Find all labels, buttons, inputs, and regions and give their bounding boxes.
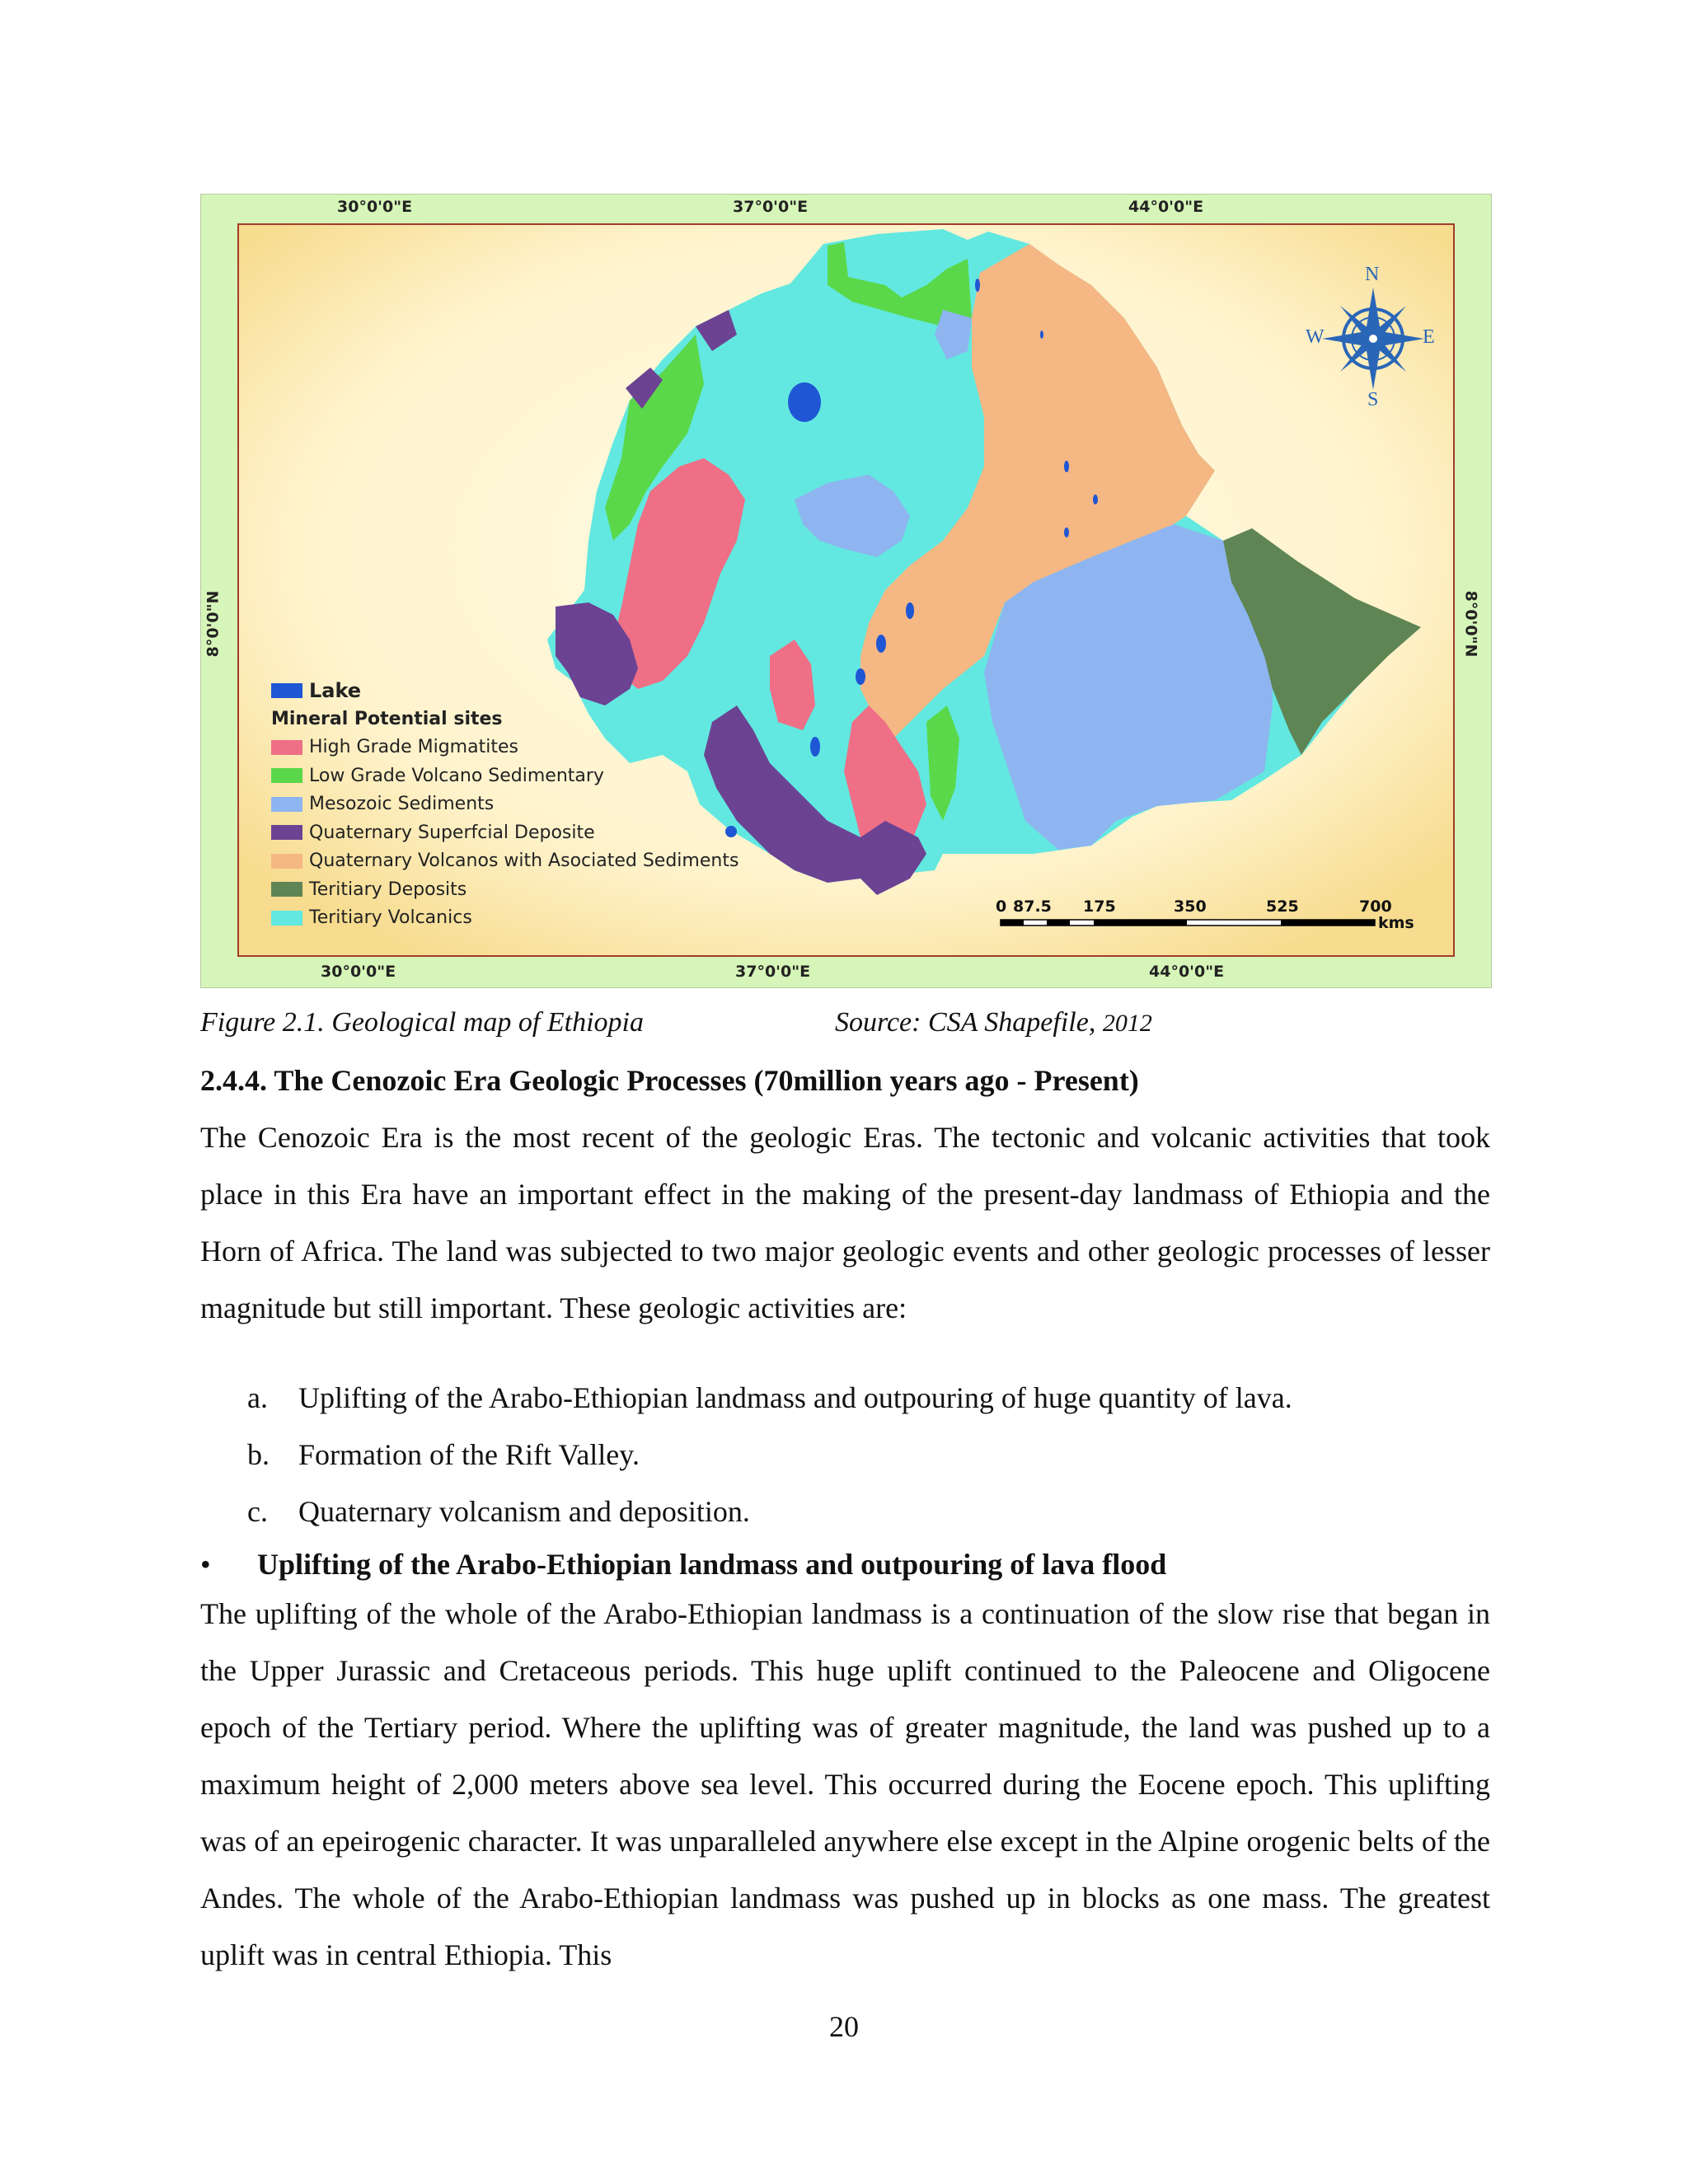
list-item-text: Formation of the Rift Valley. xyxy=(298,1438,640,1471)
legend-section-title: Mineral Potential sites xyxy=(271,709,503,729)
legend-item-label: Mesozoic Sediments xyxy=(309,794,495,815)
legend-item-label: Teritiary Deposits xyxy=(309,879,467,900)
legend-item xyxy=(271,762,738,790)
list-item xyxy=(247,1370,1292,1427)
geological-map-figure xyxy=(200,194,1492,988)
scale-bar xyxy=(1001,920,1375,926)
scale-tick-700: 700 xyxy=(1359,898,1392,916)
legend-item-label: Low Grade Volcano Sedimentary xyxy=(309,765,604,786)
legend-item-label: High Grade Migmatites xyxy=(309,737,518,758)
lake-north-2 xyxy=(1040,330,1043,339)
figure-source-label: Source: CSA Shapefile, xyxy=(835,1007,1096,1038)
compass-south-label: S xyxy=(1367,389,1379,410)
intro-paragraph: The Cenozoic Era is the most recent of the geologic Eras. The tectonic and volcanic activities that took place in this Era have an important effect in the making of the present-day landmass of Ethiopia and the Horn of Africa. The land was subjected to two major geologic events and other geologic processes of lesser magnitude but still important. These geologic activities are: xyxy=(200,1121,1490,1324)
legend-item xyxy=(271,818,738,847)
legend-item-label: Teritiary Volcanics xyxy=(309,907,472,929)
bottom-longitude-label-1: 30°0'0"E xyxy=(321,963,396,981)
bullet-marker: • xyxy=(200,1548,211,1581)
legend-swatch xyxy=(271,768,302,783)
top-longitude-label-3: 44°0'0"E xyxy=(1128,198,1204,216)
bottom-longitude-label-2: 37°0'0"E xyxy=(735,963,811,981)
right-latitude-label: 8°0'0"N xyxy=(1461,590,1480,658)
compass-west-label: W xyxy=(1306,326,1325,348)
legend-item xyxy=(271,904,738,933)
legend-swatch xyxy=(271,882,302,897)
legend-item-label: Quaternary Volcanos with Asociated Sediments xyxy=(309,851,739,872)
scale-tick-175: 175 xyxy=(1083,898,1116,916)
lake-rift-1 xyxy=(906,602,914,619)
list-item-text: Quaternary volcanism and deposition. xyxy=(298,1495,750,1528)
legend-swatch xyxy=(271,825,302,840)
lake-tana xyxy=(788,382,821,422)
legend-swatch xyxy=(271,740,302,755)
lake-rift-2 xyxy=(876,635,886,653)
activities-list xyxy=(247,1370,1292,1540)
lake-afar-3 xyxy=(1064,527,1069,537)
scale-tick-87-5: 87.5 xyxy=(1013,898,1052,916)
figure-source xyxy=(835,1007,1152,1038)
figure-source-year: 2012 xyxy=(1102,1010,1152,1037)
lake-afar-2 xyxy=(1093,494,1098,504)
list-item xyxy=(247,1483,1292,1540)
list-item-text: Uplifting of the Arabo-Ethiopian landmass and outpouring of huge quantity of lava. xyxy=(298,1381,1292,1414)
legend-item xyxy=(271,847,738,876)
section-heading: 2.4.4. The Cenozoic Era Geologic Processes (70million years ago - Present) xyxy=(200,1064,1139,1097)
legend-swatch xyxy=(271,797,302,812)
body-paragraph: The uplifting of the whole of the Arabo-Ethiopian landmass is a continuation of the slow rise that began in the Upper Jurassic and Cretaceous periods. This huge uplift continued to the Paleocene and Oligocene epoch of the Tertiary period. Where the uplifting was of greater magnitude, the land was pushed up to a maximum height of 2,000 meters above sea level. This occurred during the Eocene epoch. This uplifting was of an epeirogenic character. It was unparalleled anywhere else except in the Alpine orogenic belts of the Andes. The whole of the Arabo-Ethiopian landmass was pushed up in blocks as one mass. The greatest uplift was in central Ethiopia. This xyxy=(200,1597,1490,1971)
legend-swatch xyxy=(271,854,302,869)
lake-rift-3 xyxy=(856,668,865,685)
compass-east-label: E xyxy=(1423,326,1435,348)
legend-lake xyxy=(271,677,738,705)
page-number: 20 xyxy=(829,2010,859,2043)
list-marker: c. xyxy=(247,1495,268,1528)
compass-north-label: N xyxy=(1365,264,1380,285)
list-item xyxy=(247,1427,1292,1483)
legend-item xyxy=(271,875,738,904)
map-legend xyxy=(271,677,738,932)
figure-caption: Figure 2.1. Geological map of Ethiopia xyxy=(200,1007,644,1038)
lake-afar-1 xyxy=(1064,461,1069,472)
bullet-subheading-text: Uplifting of the Arabo-Ethiopian landmass and outpouring of lava flood xyxy=(257,1548,1167,1581)
scale-tick-350: 350 xyxy=(1174,898,1207,916)
legend-item-label: Quaternary Superfcial Deposite xyxy=(309,822,595,843)
list-marker: b. xyxy=(247,1438,270,1471)
lake-north-1 xyxy=(975,279,980,292)
bullet-subheading xyxy=(200,1547,1166,1582)
scale-tick-525: 525 xyxy=(1266,898,1299,916)
legend-swatch-lake xyxy=(271,683,302,698)
scale-tick-0: 0 xyxy=(996,898,1007,916)
legend-swatch xyxy=(271,911,302,926)
legend-item xyxy=(271,790,738,819)
legend-lake-label: Lake xyxy=(309,679,362,703)
legend-item xyxy=(271,733,738,762)
lake-rift-4 xyxy=(810,737,820,757)
left-latitude-label: 8°0'0"N xyxy=(204,590,223,658)
top-longitude-label-1: 30°0'0"E xyxy=(337,198,413,216)
scale-unit: kms xyxy=(1378,914,1414,932)
list-marker: a. xyxy=(247,1381,268,1414)
top-longitude-label-2: 37°0'0"E xyxy=(733,198,809,216)
bottom-longitude-label-3: 44°0'0"E xyxy=(1149,963,1225,981)
